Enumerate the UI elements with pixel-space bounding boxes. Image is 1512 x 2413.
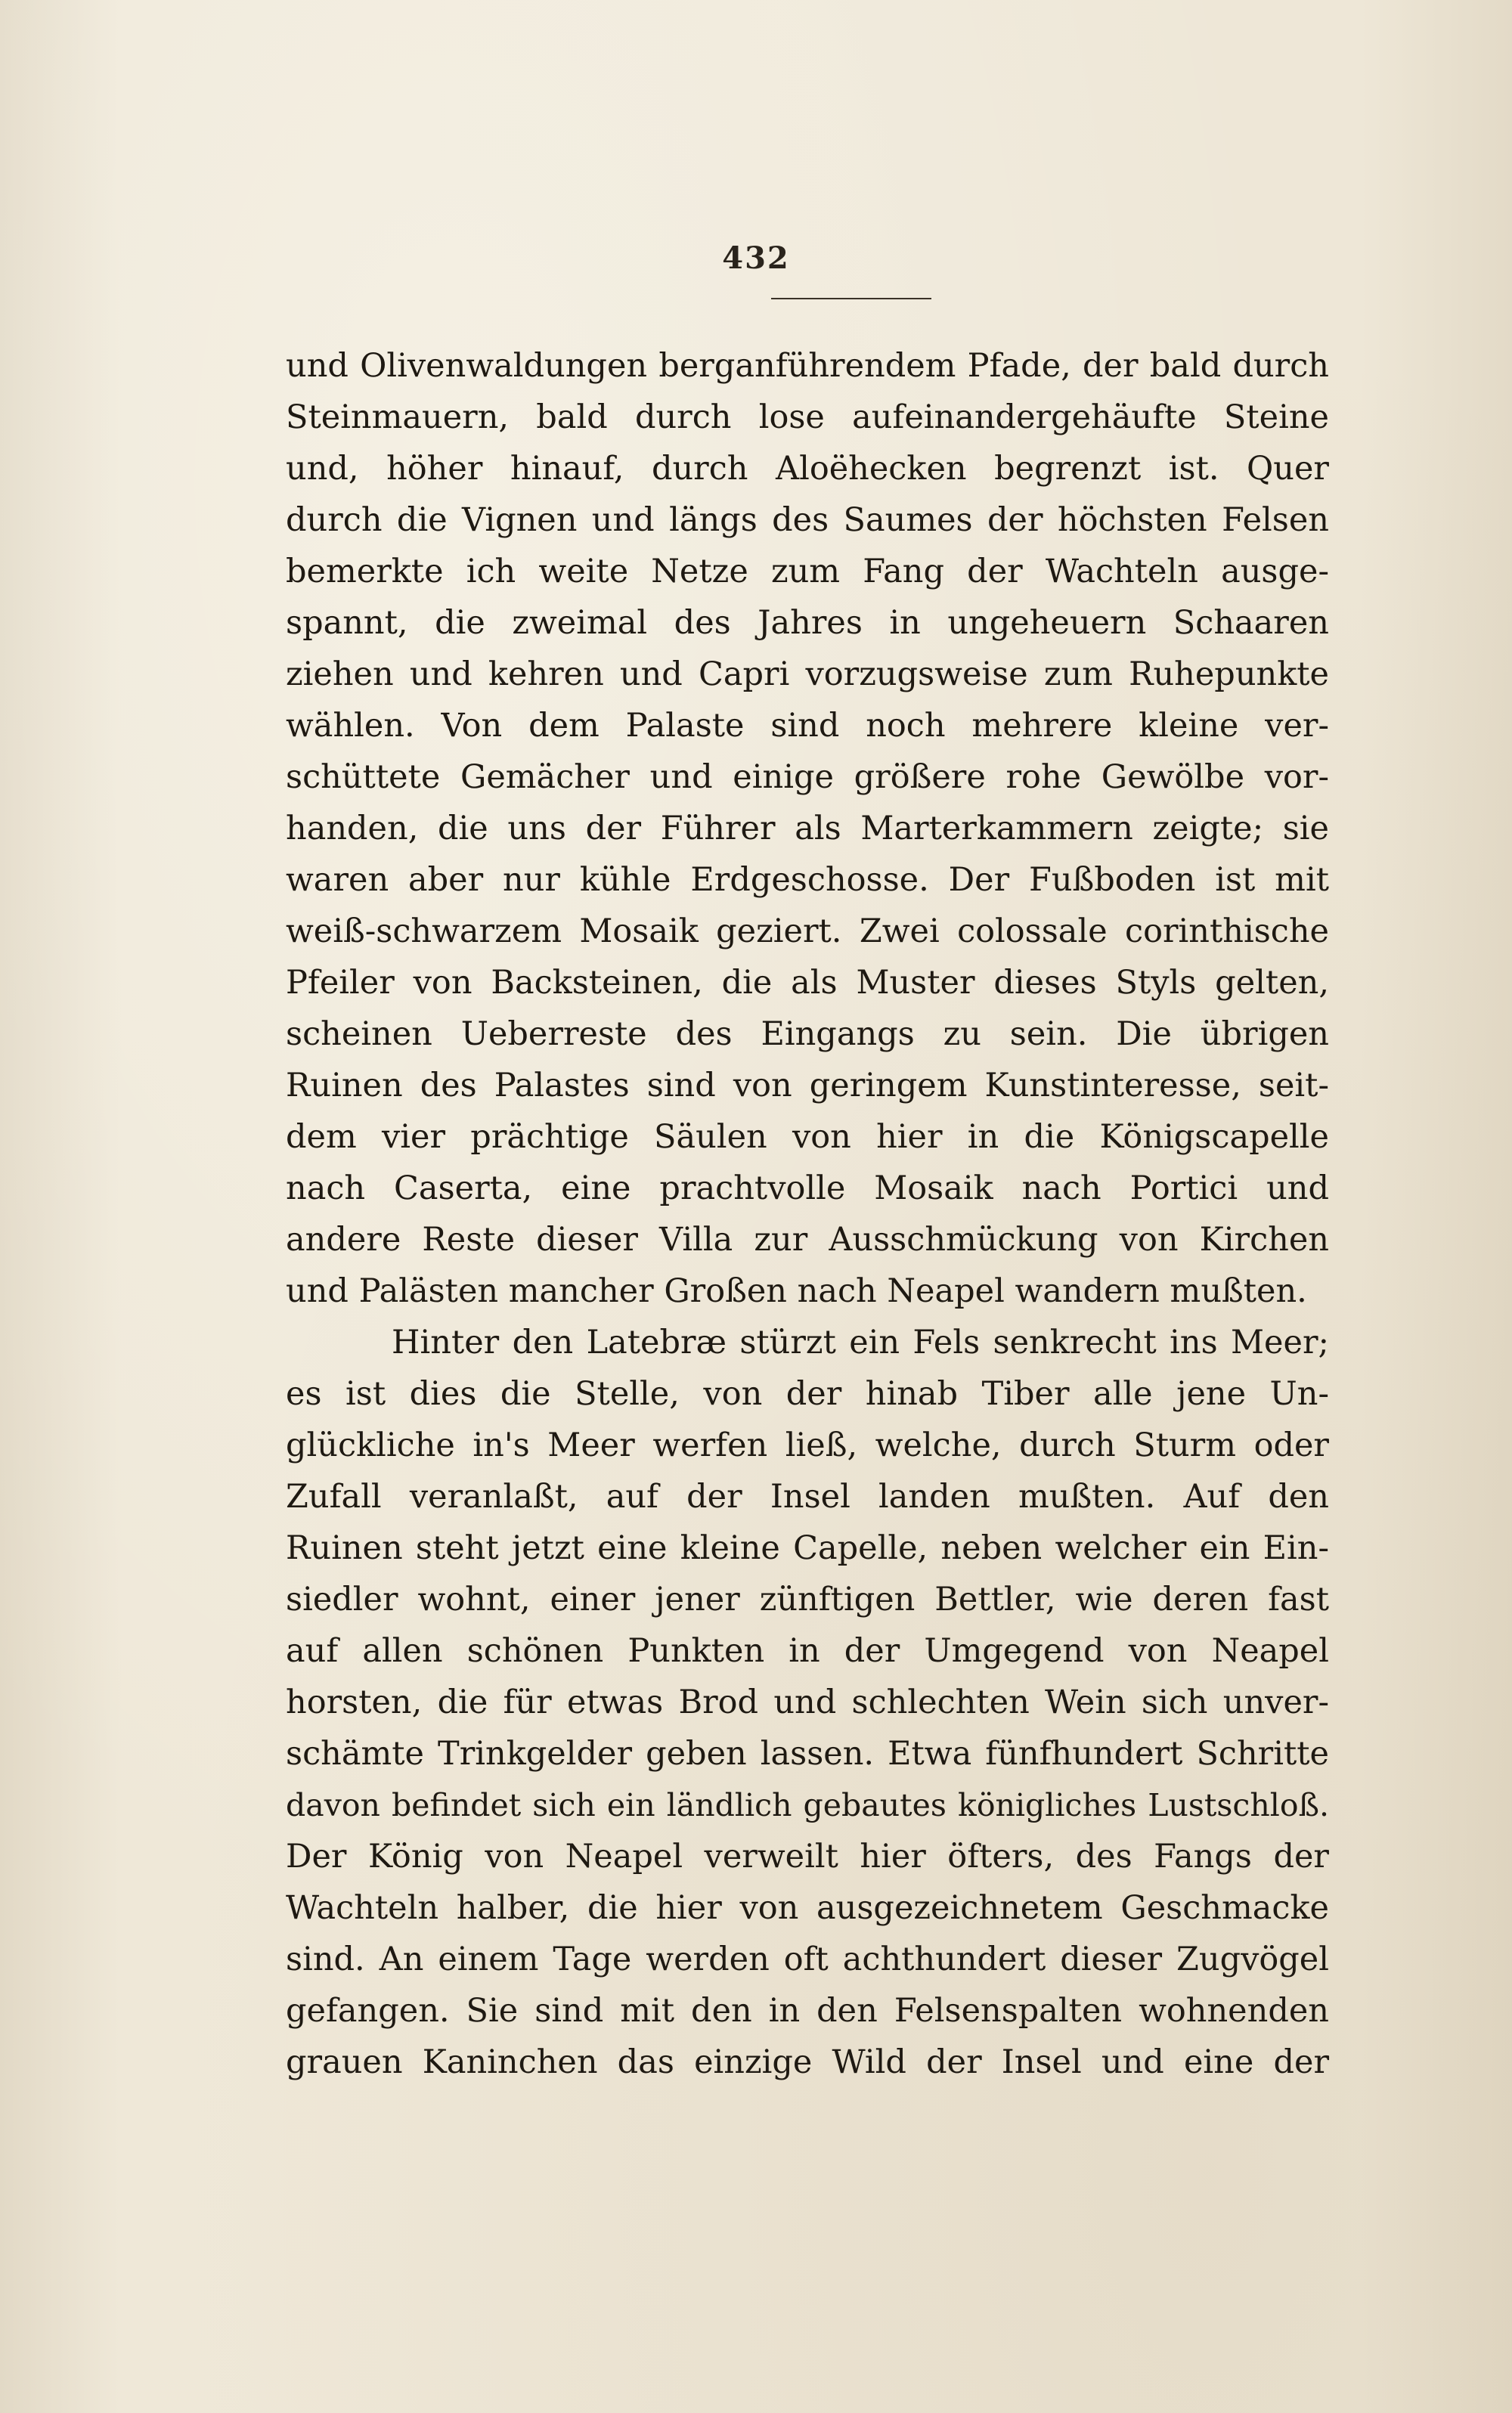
text-line: wählen. Von dem Palaste sind noch mehrere kleine ver- <box>286 707 1329 745</box>
text-line: handen, die uns der Führer als Marterkammern zeigte; sie <box>286 810 1329 847</box>
header-rule <box>771 298 931 299</box>
text-line: Der König von Neapel verweilt hier öfters, des Fangs der <box>286 1838 1329 1876</box>
text-line: grauen Kaninchen das einzige Wild der Insel und eine der <box>286 2043 1329 2081</box>
text-line: weiß-schwarzem Mosaik geziert. Zwei colossale corinthische <box>286 912 1329 950</box>
text-line: siedler wohnt, einer jener zünftigen Bettler, wie deren fast <box>286 1581 1329 1618</box>
text-line: durch die Vignen und längs des Saumes der höchsten Felsen <box>286 501 1329 539</box>
text-line: Zufall veranlaßt, auf der Insel landen mußten. Auf den <box>286 1478 1329 1516</box>
text-line: es ist dies die Stelle, von der hinab Tiber alle jene Un- <box>286 1375 1329 1413</box>
text-line: Ruinen steht jetzt eine kleine Capelle, neben welcher ein Ein- <box>286 1529 1329 1567</box>
text-line: und Olivenwaldungen berganführendem Pfade, der bald durch <box>286 347 1329 385</box>
text-line: dem vier prächtige Säulen von hier in die Königscapelle <box>286 1118 1329 1156</box>
text-line: waren aber nur kühle Erdgeschosse. Der Fußboden ist mit <box>286 861 1329 899</box>
text-line: davon befindet sich ein ländlich gebautes königliches Lustschloß. <box>286 1787 1329 1823</box>
text-line: glückliche in's Meer werfen ließ, welche, durch Sturm oder <box>286 1426 1329 1464</box>
text-line: andere Reste dieser Villa zur Ausschmückung von Kirchen <box>286 1221 1329 1259</box>
body-text <box>286 340 1329 2088</box>
text-line: schüttete Gemächer und einige größere rohe Gewölbe vor- <box>286 758 1329 796</box>
text-line: nach Caserta, eine prachtvolle Mosaik nach Portici und <box>286 1169 1329 1207</box>
text-line: scheinen Ueberreste des Eingangs zu sein. Die übrigen <box>286 1015 1329 1053</box>
text-line: sind. An einem Tage werden oft achthundert dieser Zugvögel <box>286 1941 1329 1978</box>
text-line: bemerkte ich weite Netze zum Fang der Wachteln ausge- <box>286 553 1329 590</box>
text-line: Pfeiler von Backsteinen, die als Muster dieses Styls gelten, <box>286 964 1329 1002</box>
text-line-paragraph-start: Hinter den Latebræ stürzt ein Fels senkrecht ins Meer; <box>392 1324 1329 1361</box>
text-line: und Palästen mancher Großen nach Neapel wandern mußten. <box>286 1272 1307 1310</box>
text-line: schämte Trinkgelder geben lassen. Etwa fünfhundert Schritte <box>286 1735 1329 1773</box>
text-line: auf allen schönen Punkten in der Umgegend von Neapel <box>286 1632 1329 1670</box>
text-line: Wachteln halber, die hier von ausgezeichnetem Geschmacke <box>286 1889 1329 1927</box>
text-line: und, höher hinauf, durch Aloëhecken begrenzt ist. Quer <box>286 450 1329 488</box>
page-number: 432 <box>722 240 790 276</box>
text-line: ziehen und kehren und Capri vorzugsweise zum Ruhepunkte <box>286 655 1329 693</box>
text-line: Steinmauern, bald durch lose aufeinandergehäufte Steine <box>286 398 1329 436</box>
text-line: Ruinen des Palastes sind von geringem Kunstinteresse, seit- <box>286 1067 1329 1104</box>
text-line: gefangen. Sie sind mit den in den Felsenspalten wohnenden <box>286 1992 1329 2030</box>
text-line: spannt, die zweimal des Jahres in ungeheuern Schaaren <box>286 604 1329 642</box>
text-line: horsten, die für etwas Brod und schlechten Wein sich unver- <box>286 1684 1329 1721</box>
